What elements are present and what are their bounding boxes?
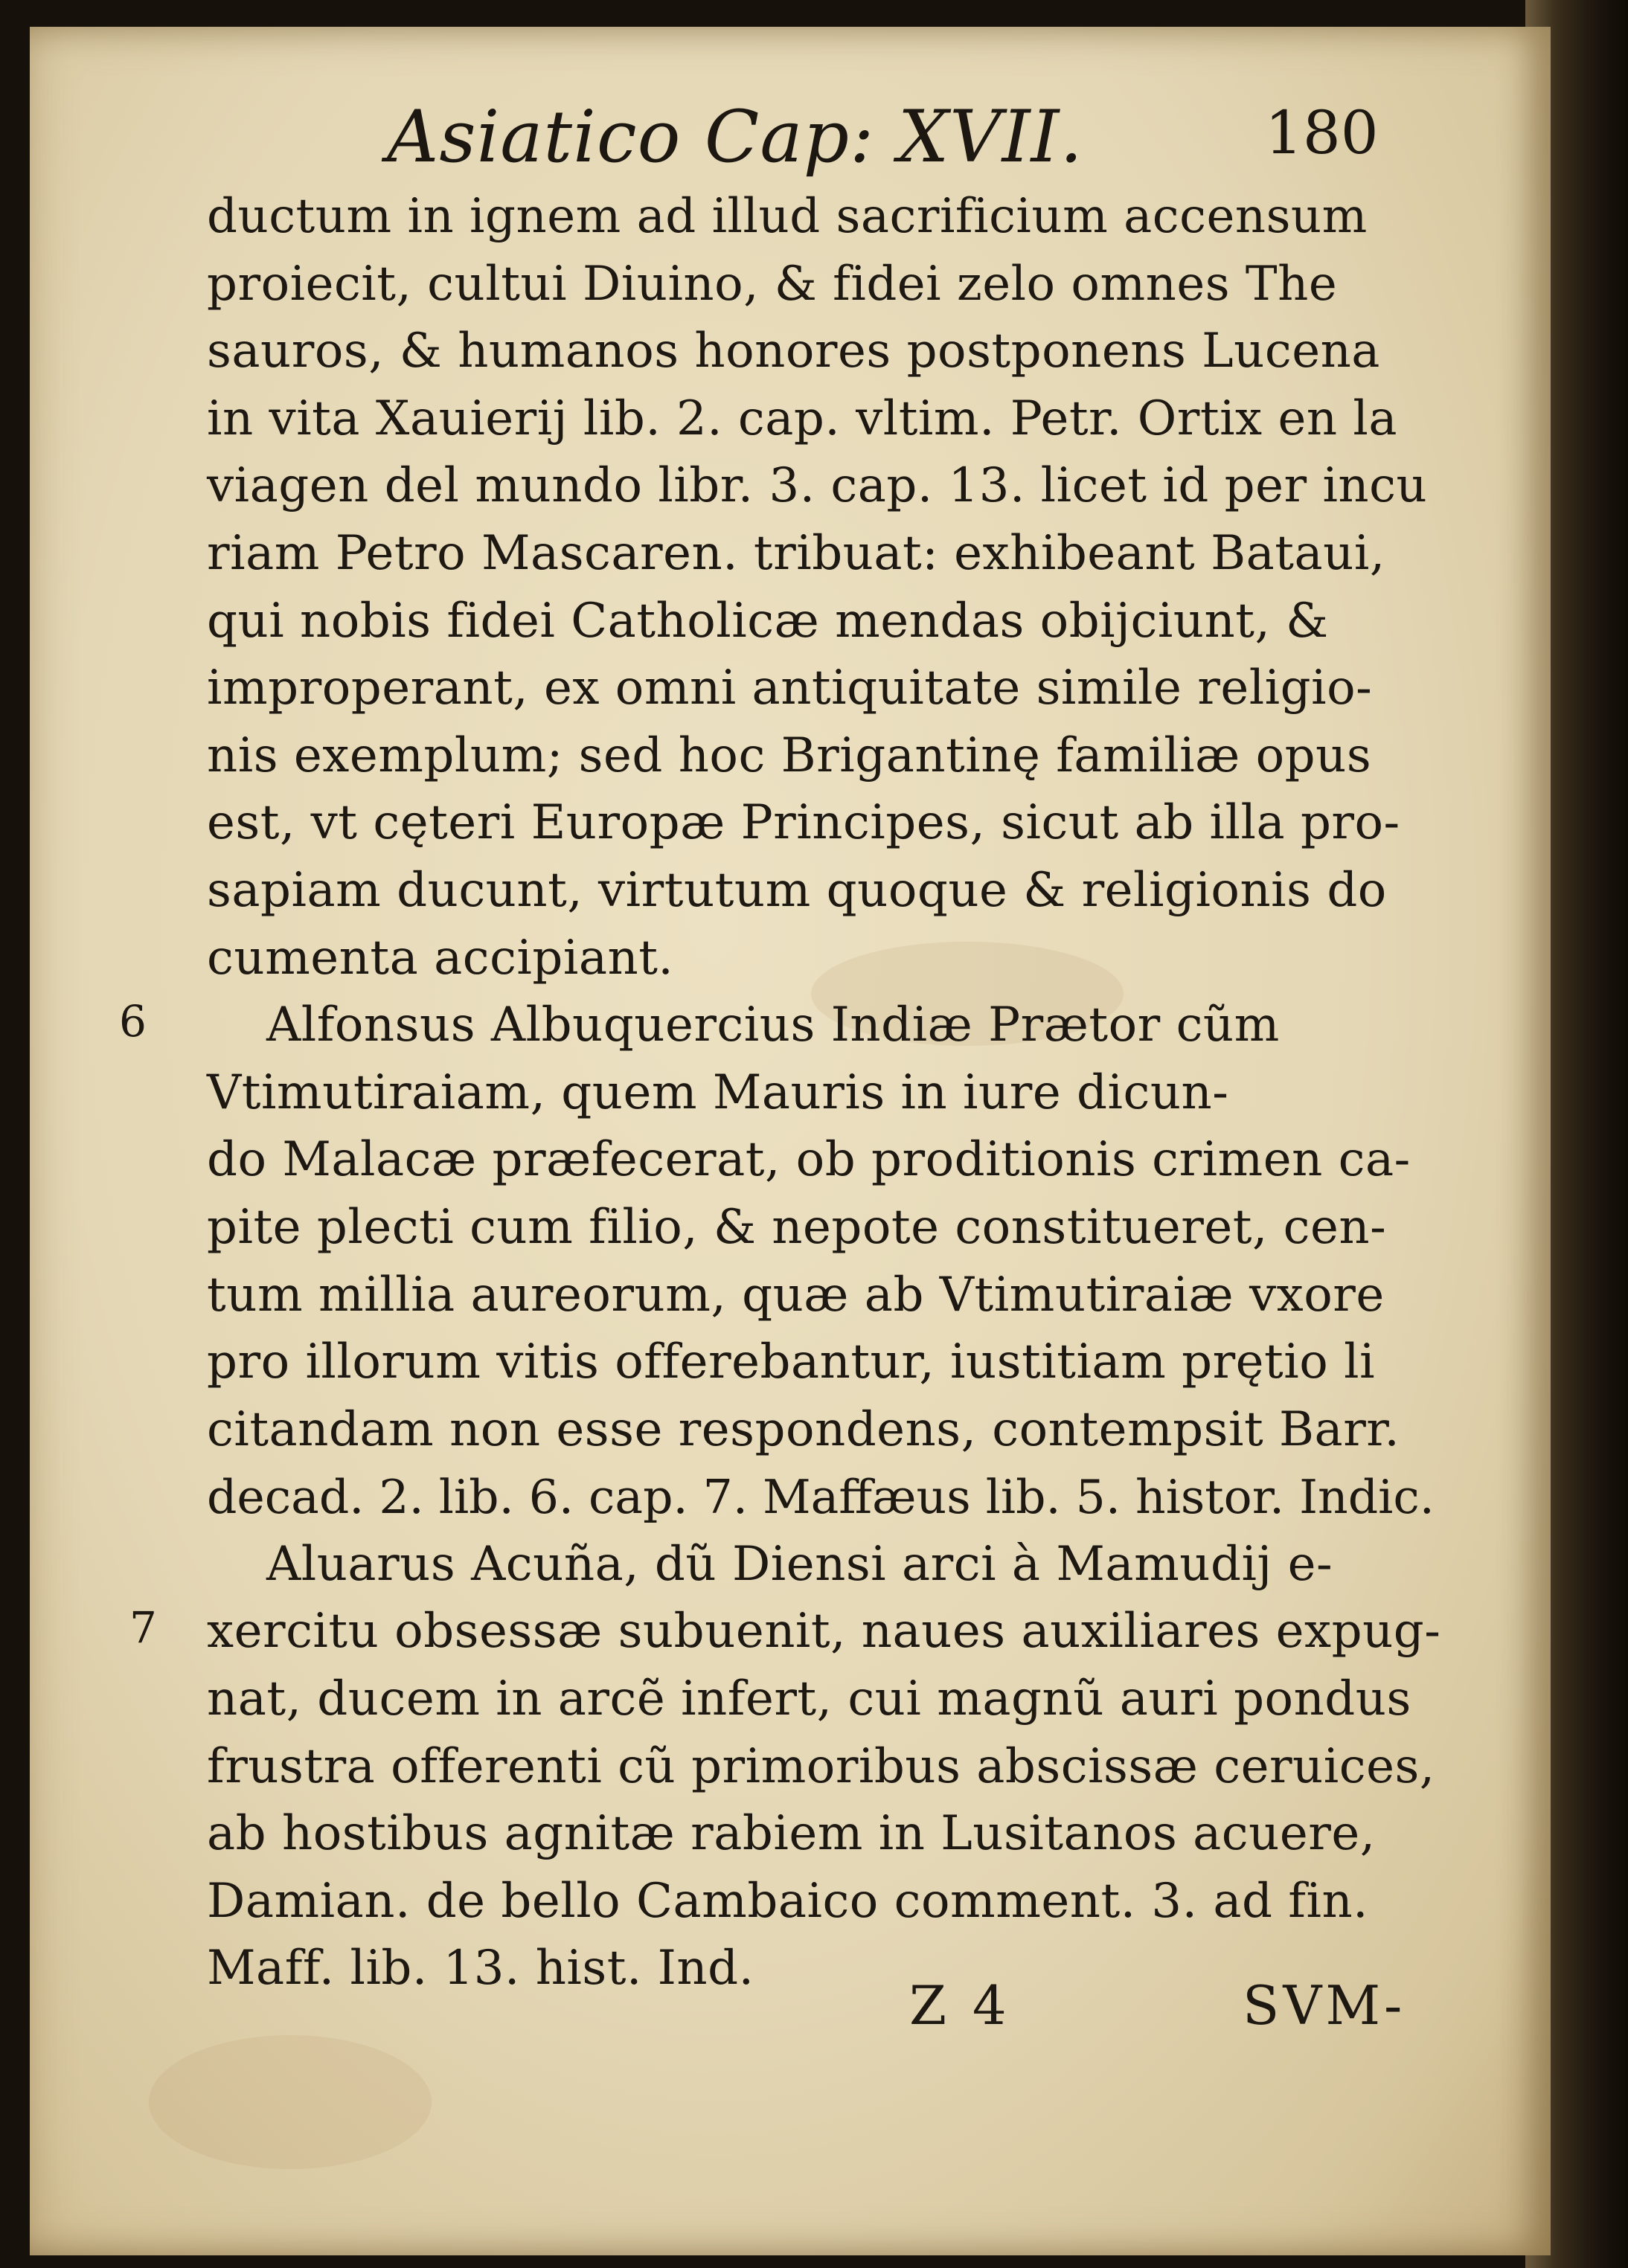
catchword: SVM- xyxy=(1243,1974,1406,2037)
text-line: ductum in ignem ad illud sacrificium accensum xyxy=(207,189,1368,244)
text-line: Maff. lib. 13. hist. Ind. xyxy=(207,1941,754,1996)
text-line: nat, ducem in arcẽ infert, cui magnũ auri pondus xyxy=(207,1671,1411,1727)
text-line: Alfonsus Albuquercius Indiæ Prætor cũm xyxy=(266,998,1280,1053)
text-line: do Malacæ præfecerat, ob proditionis crimen ca- xyxy=(207,1132,1411,1188)
text-line: riam Petro Mascaren. tribuat: exhibeant Bataui, xyxy=(207,525,1385,581)
text-line: Aluarus Acuña, dũ Diensi arci à Mamudij e- xyxy=(266,1536,1333,1592)
paragraph xyxy=(207,183,1427,992)
text-line: cumenta accipiant. xyxy=(207,930,674,986)
text-line: Vtimutiraiam, quem Mauris in iure dicun- xyxy=(207,1064,1229,1120)
running-head xyxy=(30,80,1551,177)
page-number: 180 xyxy=(1265,98,1379,167)
text-line: qui nobis fidei Catholicæ mendas obijciunt, & xyxy=(207,593,1329,649)
text-line: sauros, & humanos honores postponens Lucena xyxy=(207,324,1380,379)
marginal-number: 6 xyxy=(119,996,147,1047)
text-line: ab hostibus agnitæ rabiem in Lusitanos acuere, xyxy=(207,1806,1376,1862)
paragraph xyxy=(129,1531,1441,2002)
page-footer xyxy=(30,1974,1551,2056)
paragraph xyxy=(119,992,1435,1531)
marginal-number: 7 xyxy=(129,1602,157,1653)
text-line: decad. 2. lib. 6. cap. 7. Maffæus lib. 5. histor. Indic. xyxy=(207,1469,1435,1525)
signature-mark: Z 4 xyxy=(909,1974,1011,2037)
text-line: xercitu obsessæ subuenit, naues auxiliares expug- xyxy=(207,1604,1441,1660)
text-line: tum millia aureorum, quæ ab Vtimutiraiæ vxore xyxy=(207,1267,1385,1323)
text-line: est, vt cęteri Europæ Principes, sicut ab illa pro- xyxy=(207,795,1400,851)
text-line: proiecit, cultui Diuino, & fidei zelo omnes The xyxy=(207,256,1338,312)
text-line: frustra offerenti cũ primoribus abscissæ ceruices, xyxy=(207,1738,1435,1794)
text-line: sapiam ducunt, virtutum quoque & religionis do xyxy=(207,862,1387,918)
text-line: pite plecti cum filio, & nepote constitueret, cen- xyxy=(207,1199,1387,1255)
text-line: in vita Xauierij lib. 2. cap. vltim. Petr. Ortix en la xyxy=(207,391,1398,446)
text-line: viagen del mundo libr. 3. cap. 13. licet id per incu xyxy=(207,458,1428,514)
text-block xyxy=(119,183,1441,2002)
book-page xyxy=(30,27,1551,2255)
text-line: Damian. de bello Cambaico comment. 3. ad fin. xyxy=(207,1873,1368,1929)
text-line: citandam non esse respondens, contempsit Barr. xyxy=(207,1401,1400,1457)
text-line: improperant, ex omni antiquitate simile religio- xyxy=(207,661,1373,716)
text-line: nis exemplum; sed hoc Brigantinę familiæ opus xyxy=(207,727,1372,783)
text-line: pro illorum vitis offerebantur, iustitiam prętio li xyxy=(207,1334,1376,1390)
running-title: Asiatico Cap: XVII. xyxy=(387,95,1083,179)
